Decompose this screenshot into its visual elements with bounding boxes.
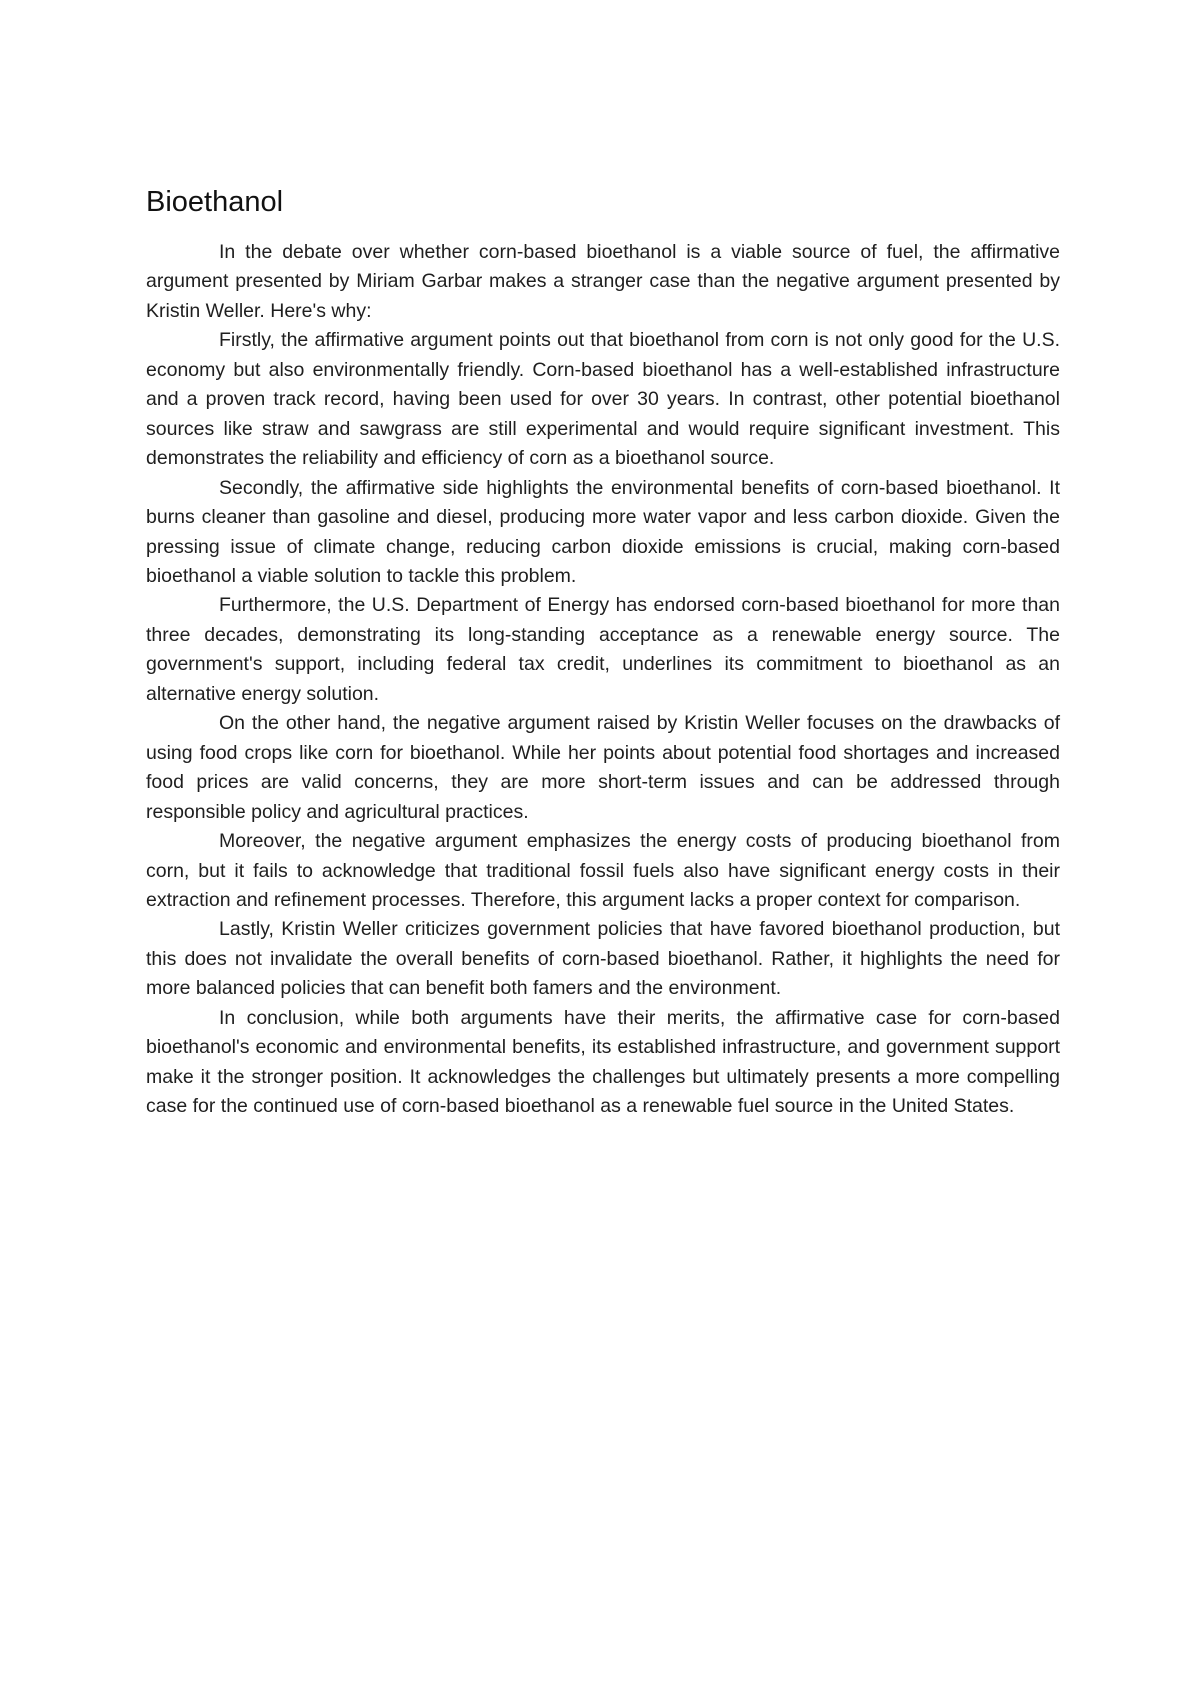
document-content [146, 182, 1060, 1122]
paragraph-secondly: Secondly, the affirmative side highlights the environmental benefits of corn-based bioethanol. It burns cleaner than gasoline and diesel, producing more water vapor and less carbon dioxide. Given the pressing issue of climate change, reducing carbon dioxide emissions is crucial, making corn-based bioethanol a viable solution to tackle this problem. [146, 476, 1060, 587]
paragraph-firstly: Firstly, the affirmative argument points out that bioethanol from corn is not only good for the U.S. economy but also environmentally friendly. Corn-based bioethanol has a well-established infrastructure and a proven track record, having been used for over 30 years. In contrast, other potential bioethanol sources like straw and sawgrass are still experimental and would require significant investment. This demonstrates the reliability and efficiency of corn as a bioethanol source. [146, 329, 1060, 470]
paragraph-conclusion: In conclusion, while both arguments have their merits, the affirmative case for corn-based bioethanol's economic and environmental benefits, its established infrastructure, and government support make it the stronger position. It acknowledges the challenges but ultimately presents a more compelling case for the continued use of corn-based bioethanol as a renewable fuel source in the United States. [146, 1006, 1060, 1118]
paragraph-furthermore: Furthermore, the U.S. Department of Energy has endorsed corn-based bioethanol for more than three decades, demonstrating its long-standing acceptance as a renewable energy source. The government's support, including federal tax credit, underlines its commitment to bioethanol as an alternative energy solution. [146, 594, 1060, 705]
paragraph-intro: In the debate over whether corn-based bioethanol is a viable source of fuel, the affirmative argument presented by Miriam Garbar makes a stranger case than the negative argument presented by Kristin Weller. Here's why: [146, 241, 1060, 322]
paragraph-moreover: Moreover, the negative argument emphasizes the energy costs of producing bioethanol from corn, but it fails to acknowledge that traditional fossil fuels also have significant energy costs in their extraction and refinement processes. Therefore, this argument lacks a proper context for comparison. [146, 830, 1060, 911]
paragraph-lastly: Lastly, Kristin Weller criticizes government policies that have favored bioethanol production, but this does not invalidate the overall benefits of corn-based bioethanol. Rather, it highlights the need for more balanced policies that can benefit both famers and the environment. [146, 918, 1060, 1000]
paragraph-other-hand: On the other hand, the negative argument raised by Kristin Weller focuses on the drawbacks of using food crops like corn for bioethanol. While her points about potential food shortages and increased food prices are valid concerns, they are more short-term issues and can be addressed through responsible policy and agricultural practices. [146, 712, 1060, 823]
document-body [146, 238, 1060, 1122]
document-title: Bioethanol [146, 186, 284, 218]
